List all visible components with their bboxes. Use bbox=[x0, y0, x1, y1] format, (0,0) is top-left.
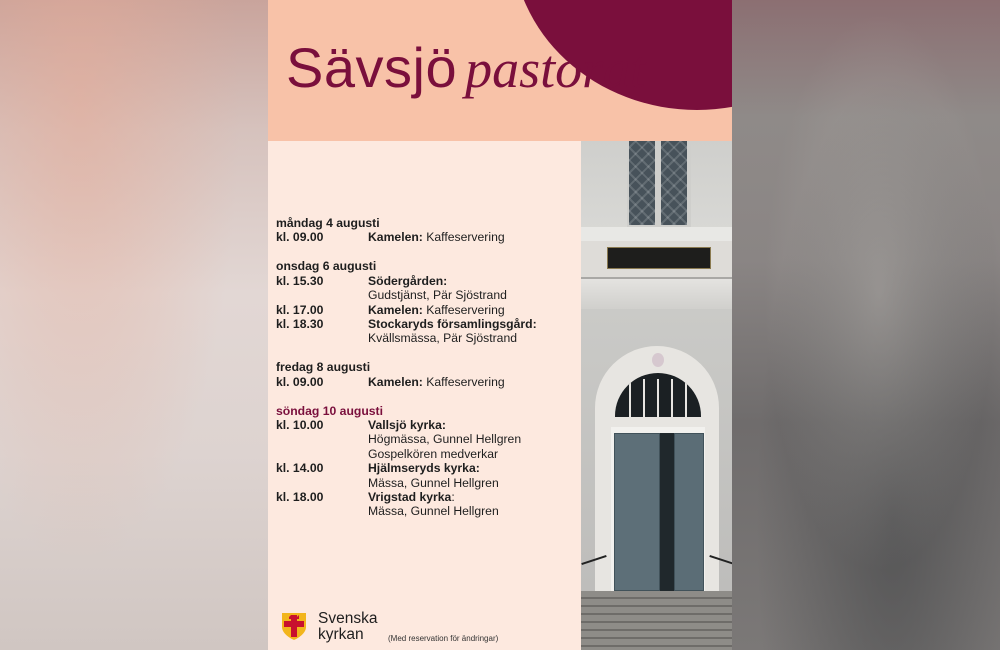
event-line: Högmässa, Gunnel Hellgren bbox=[368, 432, 522, 447]
event-time: kl. 17.00 bbox=[276, 302, 324, 317]
photo-door-right bbox=[674, 433, 704, 591]
event-description bbox=[368, 274, 586, 288]
church-entrance-photo bbox=[581, 141, 732, 650]
reservation-note: (Med reservation för ändringar) bbox=[388, 634, 499, 643]
event-row bbox=[276, 230, 586, 244]
poster-title bbox=[286, 36, 646, 99]
event-line: Gospelkören medverkar bbox=[368, 446, 499, 461]
event-time: kl. 14.00 bbox=[276, 461, 324, 476]
event-line: Mässa, Gunnel Hellgren bbox=[368, 504, 499, 519]
photo-ledge bbox=[581, 277, 732, 311]
logo-line-1: Svenska bbox=[318, 610, 378, 627]
event-detail: Kaffeservering bbox=[422, 302, 505, 317]
event-place: Vallsjö kyrka: bbox=[368, 417, 446, 432]
event-time: kl. 09.00 bbox=[276, 374, 324, 389]
event-time: kl. 18.00 bbox=[276, 490, 324, 504]
window-pane bbox=[629, 141, 655, 225]
event-line: Kvällsmässa, Pär Sjöstrand bbox=[368, 331, 518, 346]
photo-window bbox=[627, 141, 691, 227]
church-cross-icon bbox=[280, 611, 308, 641]
blurred-background-right bbox=[732, 0, 1000, 650]
event-place: Kamelen: bbox=[368, 302, 423, 317]
event-detail: : bbox=[451, 490, 455, 504]
event-place: Vrigstad kyrka bbox=[368, 490, 452, 504]
day-heading: onsdag 6 augusti bbox=[276, 259, 377, 274]
photo-door-opening bbox=[660, 433, 674, 591]
event-detail: Kaffeservering bbox=[422, 230, 505, 245]
event-description bbox=[368, 490, 586, 504]
event-description bbox=[368, 230, 586, 244]
photo-lamp bbox=[652, 353, 664, 367]
event-place: Kamelen: bbox=[368, 374, 423, 389]
event-row bbox=[276, 375, 586, 389]
event-time: kl. 15.30 bbox=[276, 273, 324, 288]
logo-wordmark bbox=[318, 611, 377, 643]
event-row bbox=[276, 317, 586, 331]
day-heading: fredag 8 augusti bbox=[276, 360, 371, 375]
poster-header bbox=[268, 0, 732, 141]
title-main: Sävsjö bbox=[286, 36, 458, 99]
blurred-background-left bbox=[0, 0, 268, 650]
event-description bbox=[368, 317, 586, 331]
event-line: Mässa, Gunnel Hellgren bbox=[368, 475, 499, 490]
event-place: Södergården: bbox=[368, 273, 448, 288]
event-row bbox=[276, 418, 586, 432]
event-row bbox=[276, 303, 586, 317]
event-place: Hjälmseryds kyrka: bbox=[368, 461, 480, 476]
svenska-kyrkan-logo bbox=[280, 611, 377, 643]
event-row bbox=[276, 274, 586, 288]
event-time: kl. 09.00 bbox=[276, 230, 324, 245]
window-pane bbox=[661, 141, 687, 225]
event-time: kl. 10.00 bbox=[276, 417, 324, 432]
event-detail: Kaffeservering bbox=[422, 374, 505, 389]
event-row bbox=[276, 461, 586, 475]
event-description bbox=[368, 418, 586, 432]
event-place: Kamelen: bbox=[368, 230, 423, 245]
photo-steps bbox=[581, 591, 732, 650]
logo-line-2: kyrkan bbox=[318, 626, 364, 643]
poster bbox=[268, 0, 732, 650]
event-place: Stockaryds församlingsgård: bbox=[368, 316, 537, 331]
title-italic: pastorat bbox=[465, 39, 646, 99]
event-schedule bbox=[276, 216, 586, 519]
event-row bbox=[276, 490, 586, 504]
event-line: Gudstjänst, Pär Sjöstrand bbox=[368, 288, 507, 303]
event-time: kl. 18.30 bbox=[276, 316, 324, 331]
day-heading-highlighted: söndag 10 augusti bbox=[276, 403, 383, 418]
event-description bbox=[368, 303, 586, 317]
day-heading: måndag 4 augusti bbox=[276, 216, 380, 230]
event-description bbox=[368, 375, 586, 389]
photo-plaque bbox=[607, 247, 711, 269]
photo-door-left bbox=[614, 433, 660, 591]
event-description bbox=[368, 461, 586, 475]
